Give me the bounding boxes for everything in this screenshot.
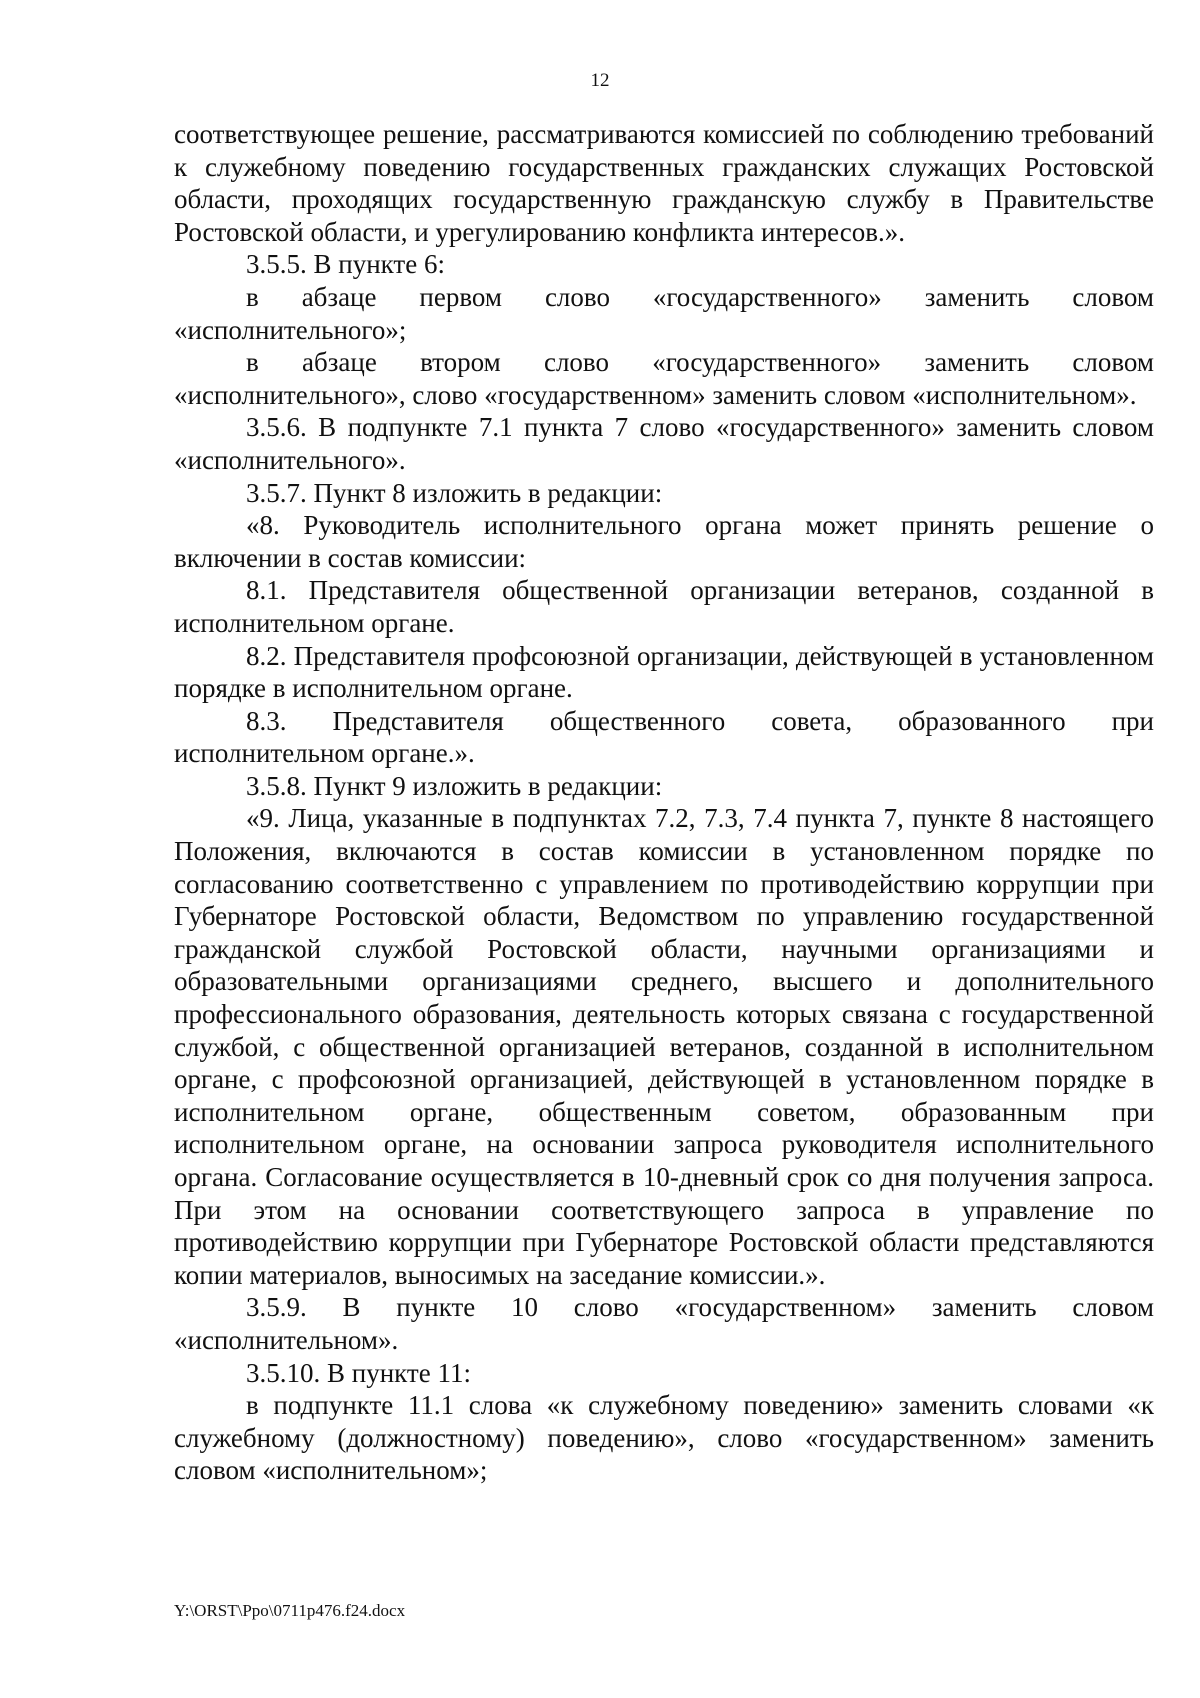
paragraph: в абзаце втором слово «государственного» заменить словом «исполнительного», слово «государственном» заменить словом «исполнительном». [174,347,1154,410]
document-body [174,118,1154,1487]
paragraph: 3.5.7. Пункт 8 изложить в редакции: [246,477,663,508]
page-number: 12 [590,70,610,91]
paragraph: 3.5.6. В подпункте 7.1 пункта 7 слово «государственного» заменить словом «исполнительного». [174,412,1154,475]
paragraph: 3.5.10. В пункте 11: [246,1357,471,1388]
paragraph: «8. Руководитель исполнительного органа может принять решение о включении в состав комиссии: [174,510,1154,573]
paragraph: в подпункте 11.1 слова «к служебному поведению» заменить словами «к служебному (должностному) поведению», слово «государственном» заменить словом «исполнительном»; [174,1390,1154,1486]
paragraph: 8.2. Представителя профсоюзной организации, действующей в установленном порядке в исполнительном органе. [174,640,1154,704]
paragraph: в абзаце первом слово «государственного» заменить словом «исполнительного»; [174,281,1154,345]
paragraph: 3.5.8. Пункт 9 изложить в редакции: [246,770,663,801]
paragraph: соответствующее решение, рассматриваются комиссией по соблюдению требований к служебному поведению государственных гражданских служащих Ростовской области, проходящих государственную гражданскую службу в Правительстве Ростовской области, и урегулированию конфликта интересов.». [174,119,1154,247]
paragraph: 8.1. Представителя общественной организации ветеранов, созданной в исполнительном органе. [174,575,1154,638]
paragraph: 8.3. Представителя общественного совета, образованного при исполнительном органе.». [174,705,1154,769]
paragraph: 3.5.9. В пункте 10 слово «государственном» заменить словом «исполнительном». [174,1292,1154,1355]
paragraph: «9. Лица, указанные в подпунктах 7.2, 7.3, 7.4 пункта 7, пункте 8 настоящего Положения, включаются в состав комиссии в установленном порядке по согласованию соответственно с управлением по противодействию коррупции при Губернаторе Ростовской области, Ведомством по управлению государственной гражданской службой Ростовской области, научными организациями и образовательными организациями среднего, высшего и дополнительного профессионального образования, деятельность которых связана с государственной службой, с общественной организацией ветеранов, созданной в исполнительном органе, с профсоюзной организацией, действующей в установленном порядке в исполнительном органе, общественным советом, образованным при исполнительном органе, на основании запроса руководителя исполнительного органа. Согласование осуществляется в 10-дневный срок со дня получения запроса. При этом на основании соответствующего запроса в управление по противодействию коррупции при Губернаторе Ростовской области представляются копии материалов, выносимых на заседание комиссии.». [174,803,1154,1290]
paragraph: 3.5.5. В пункте 6: [246,249,445,280]
footer-file-path: Y:\ORST\Ppo\0711p476.f24.docx [174,1601,406,1620]
